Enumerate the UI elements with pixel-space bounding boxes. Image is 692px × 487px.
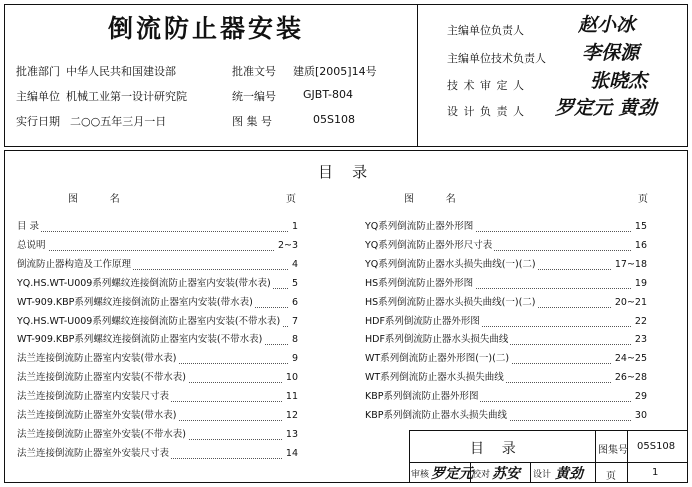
approval-doc-label: 批准文号	[232, 65, 276, 78]
toc-left-item-page: 2~3	[275, 237, 298, 255]
toc-right-item-title: KBP系列倒流防止器外形图	[365, 388, 480, 406]
toc-right-item-title: WT系列倒流防止器外形图(一)(二)	[365, 350, 511, 368]
toc-left-item-title: 法兰连接倒流防止器室内安装(带水表)	[17, 350, 178, 368]
toc-left-item-page: 10	[283, 369, 298, 387]
toc-left-item-page: 14	[283, 445, 298, 463]
toc-left-item-page: 1	[289, 218, 298, 236]
toc-left-item-title: WT-909.KBP系列螺纹连接倒流防止器室内安装(带水表)	[17, 294, 255, 312]
toc-left-item-title: 法兰连接倒流防止器室外安装(不带水表)	[17, 426, 188, 444]
toc-left-item-page: 9	[289, 350, 298, 368]
document-title: 倒流防止器安装	[108, 14, 305, 43]
toc-right-item-page: 30	[632, 407, 647, 425]
toc-left-col-title: 图 名	[68, 194, 120, 205]
editor-unit-label: 主编单位	[16, 90, 60, 103]
toc-left-item-page: 8	[289, 331, 298, 349]
toc-heading: 目 录	[318, 163, 368, 181]
toc-left-item-page: 4	[289, 256, 298, 274]
title-block-atlas-label: 图集号	[598, 445, 628, 456]
chief-unit-role: 主编单位负责人	[447, 24, 524, 37]
unified-number-label: 统一编号	[232, 90, 276, 103]
atlas-number-label: 图 集 号	[232, 115, 272, 128]
review-signature: 罗定元	[431, 466, 473, 482]
toc-right-col-title: 图 名	[404, 194, 456, 205]
toc-right-item-title: HS系列倒流防止器外形图	[365, 275, 475, 293]
header-divider	[417, 4, 418, 147]
sig-divider-1	[470, 462, 471, 483]
toc-right-item-page: 15	[632, 218, 647, 236]
leader-dots	[17, 213, 294, 232]
toc-left-item-title: 总说明	[17, 237, 48, 255]
toc-left-item-title: 倒流防止器构造及工作原理	[17, 256, 133, 274]
leader-dots	[17, 232, 294, 251]
toc-left-item-title: 法兰连接倒流防止器室内安装(不带水表)	[17, 369, 188, 387]
toc-left-item-title: 法兰连接倒流防止器室外安装(带水表)	[17, 407, 178, 425]
toc-right-item-title: YQ系列倒流防止器水头损失曲线(一)(二)	[365, 256, 538, 274]
toc-left-item-page: 13	[283, 426, 298, 444]
tech-chief-signature: 李保源	[582, 42, 640, 64]
toc-right-item-title: YQ系列倒流防止器外形尺寸表	[365, 237, 494, 255]
toc-right-item-title: WT系列倒流防止器水头损失曲线	[365, 369, 506, 387]
toc-left-item-title: 目 录	[17, 218, 41, 236]
sig-divider-2	[530, 462, 531, 483]
atlas-number-value: 05S108	[313, 113, 355, 126]
approval-dept-value: 中华人民共和国建设部	[66, 65, 176, 78]
toc-left-item-page: 11	[283, 388, 298, 406]
check-signature: 苏安	[492, 466, 520, 482]
title-block-page-label: 页	[606, 471, 616, 482]
toc-right-item-title: KBP系列倒流防止器水头损失曲线	[365, 407, 509, 425]
toc-left-item-title: 法兰连接倒流防止器室内安装尺寸表	[17, 388, 171, 406]
toc-left-item-title: 法兰连接倒流防止器室外安装尺寸表	[17, 445, 171, 463]
unified-number-value: GJBT-804	[303, 88, 353, 101]
toc-right-col-page: 页	[638, 194, 648, 205]
toc-right-item-page: 20~21	[612, 294, 647, 312]
toc-left-item-page: 5	[289, 275, 298, 293]
review-label: 审核	[411, 470, 430, 480]
title-block-page-value: 1	[652, 467, 659, 478]
editor-unit-value: 机械工业第一设计研究院	[66, 90, 187, 103]
design-signature: 黄劲	[555, 466, 583, 482]
toc-left-item-title: WT-909.KBP系列螺纹连接倒流防止器室内安装(不带水表)	[17, 331, 264, 349]
toc-right-item-title: YQ系列倒流防止器外形图	[365, 218, 475, 236]
toc-right-item-page: 26~28	[612, 369, 647, 387]
effective-date-value: 二○○五年三月一日	[70, 115, 167, 128]
title-block-name: 目 录	[470, 441, 516, 457]
title-block-divider-v2	[627, 430, 628, 483]
toc-right-item-row	[365, 407, 647, 425]
toc-right-item-title: HDF系列倒流防止器外形图	[365, 313, 482, 331]
design-lead-signature: 罗定元 黄劲	[555, 97, 657, 119]
toc-left-item-row	[17, 445, 298, 463]
toc-right-item-page: 22	[632, 313, 647, 331]
toc-right-item-title: HDF系列倒流防止器水头损失曲线	[365, 331, 510, 349]
toc-left-item-page: 7	[289, 313, 298, 331]
design-lead-role: 设 计 负 责 人	[447, 105, 525, 118]
check-label: 校对	[472, 470, 491, 480]
toc-left-item-page: 6	[289, 294, 298, 312]
title-block-divider-v1	[595, 430, 596, 483]
toc-right-item-page: 16	[632, 237, 647, 255]
design-label: 设计	[533, 470, 552, 480]
title-block-atlas-value: 05S108	[637, 441, 676, 452]
toc-left-item-page: 12	[283, 407, 298, 425]
toc-right-item-page: 29	[632, 388, 647, 406]
toc-right-item-page: 24~25	[612, 350, 647, 368]
tech-review-signature: 张晓杰	[590, 70, 648, 92]
toc-left-item-title: YQ.HS.WT-U009系列螺纹连接倒流防止器室内安装(带水表)	[17, 275, 273, 293]
approval-dept-label: 批准部门	[16, 65, 60, 78]
toc-left-col-page: 页	[286, 194, 296, 205]
approval-doc-value: 建质[2005]14号	[293, 65, 377, 78]
effective-date-label: 实行日期	[16, 115, 60, 128]
tech-review-role: 技 术 审 定 人	[447, 79, 525, 92]
tech-chief-role: 主编单位技术负责人	[447, 52, 546, 65]
toc-right-item-page: 19	[632, 275, 647, 293]
toc-right-item-page: 17~18	[612, 256, 647, 274]
toc-right-item-title: HS系列倒流防止器水头损失曲线(一)(二)	[365, 294, 538, 312]
chief-unit-signature: 赵小冰	[578, 14, 636, 36]
toc-left-item-title: YQ.HS.WT-U009系列螺纹连接倒流防止器室内安装(不带水表)	[17, 313, 282, 331]
toc-right-item-page: 23	[632, 331, 647, 349]
